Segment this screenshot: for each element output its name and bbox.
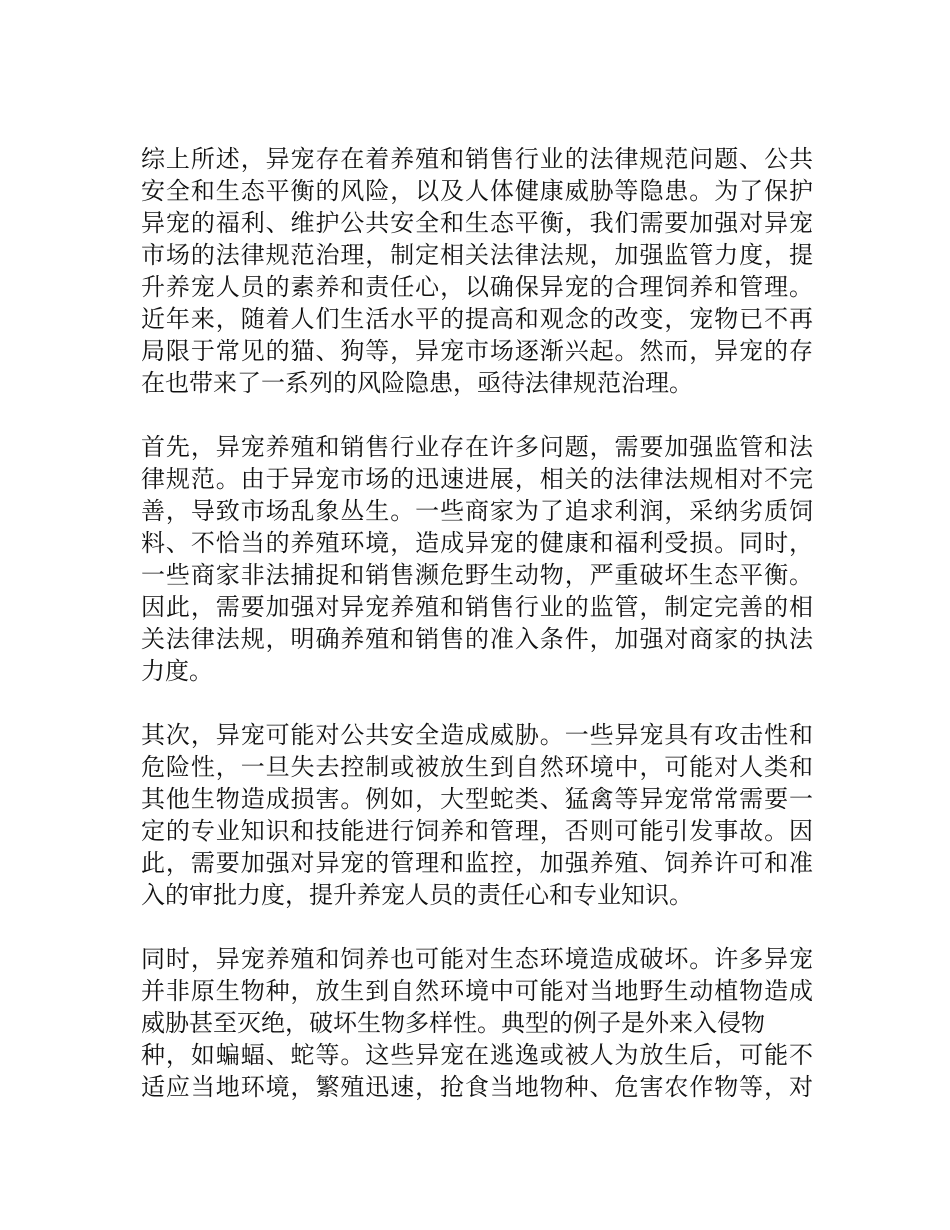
- text-line: 威胁甚至灭绝，破坏生物多样性。典型的例子是外来入侵物: [141, 1009, 765, 1037]
- text-line: 其次，异宠可能对公共安全造成威胁。一些异宠具有攻击性和: [141, 721, 813, 749]
- text-line: 首先，异宠养殖和销售行业存在许多问题，需要加强监管和法: [141, 433, 813, 461]
- paragraph-summary: [141, 143, 813, 399]
- text-line: 危险性，一旦失去控制或被放生到自然环境中，可能对人类和: [141, 753, 813, 781]
- paragraph-third-point: [141, 943, 813, 1103]
- paragraph-first-point: [141, 431, 813, 687]
- text-line: 近年来，随着人们生活水平的提高和观念的改变，宠物已不再: [141, 305, 813, 333]
- text-line: 同时，异宠养殖和饲养也可能对生态环境造成破坏。许多异宠: [141, 945, 813, 973]
- text-line: 并非原生物种，放生到自然环境中可能对当地野生动植物造成: [141, 977, 813, 1005]
- text-line: 一些商家非法捕捉和销售濒危野生动物，严重破坏生态平衡。: [141, 561, 813, 589]
- text-line: 升养宠人员的素养和责任心，以确保异宠的合理饲养和管理。: [141, 273, 813, 301]
- text-line: 局限于常见的猫、狗等，异宠市场逐渐兴起。然而，异宠的存: [141, 337, 813, 365]
- text-line: 因此，需要加强对异宠养殖和销售行业的监管，制定完善的相: [141, 593, 813, 621]
- text-line: 力度。: [141, 657, 213, 685]
- text-line: 定的专业知识和技能进行饲养和管理，否则可能引发事故。因: [141, 817, 813, 845]
- text-line: 律规范。由于异宠市场的迅速进展，相关的法律法规相对不完: [141, 465, 813, 493]
- text-line: 安全和生态平衡的风险，以及人体健康威胁等隐患。为了保护: [141, 177, 813, 205]
- text-line: 综上所述，异宠存在着养殖和销售行业的法律规范问题、公共: [141, 145, 813, 173]
- text-line: 异宠的福利、维护公共安全和生态平衡，我们需要加强对异宠: [141, 209, 813, 237]
- text-line: 关法律法规，明确养殖和销售的准入条件，加强对商家的执法: [141, 625, 813, 653]
- text-line: 在也带来了一系列的风险隐患，亟待法律规范治理。: [141, 369, 693, 397]
- text-line: 善，导致市场乱象丛生。一些商家为了追求利润，采纳劣质饲: [141, 497, 813, 525]
- document-body: [141, 143, 813, 1103]
- text-line: 料、不恰当的养殖环境，造成异宠的健康和福利受损。同时，: [141, 529, 813, 557]
- text-line: 种，如蝙蝠、蛇等。这些异宠在逃逸或被人为放生后，可能不: [141, 1041, 813, 1069]
- text-line: 适应当地环境，繁殖迅速，抢食当地物种、危害农作物等，对: [141, 1073, 813, 1101]
- text-line: 其他生物造成损害。例如，大型蛇类、猛禽等异宠常常需要一: [141, 785, 813, 813]
- text-line: 此，需要加强对异宠的管理和监控，加强养殖、饲养许可和准: [141, 849, 813, 877]
- text-line: 入的审批力度，提升养宠人员的责任心和专业知识。: [141, 881, 693, 909]
- text-line: 市场的法律规范治理，制定相关法律法规，加强监管力度，提: [141, 241, 813, 269]
- paragraph-second-point: [141, 719, 813, 911]
